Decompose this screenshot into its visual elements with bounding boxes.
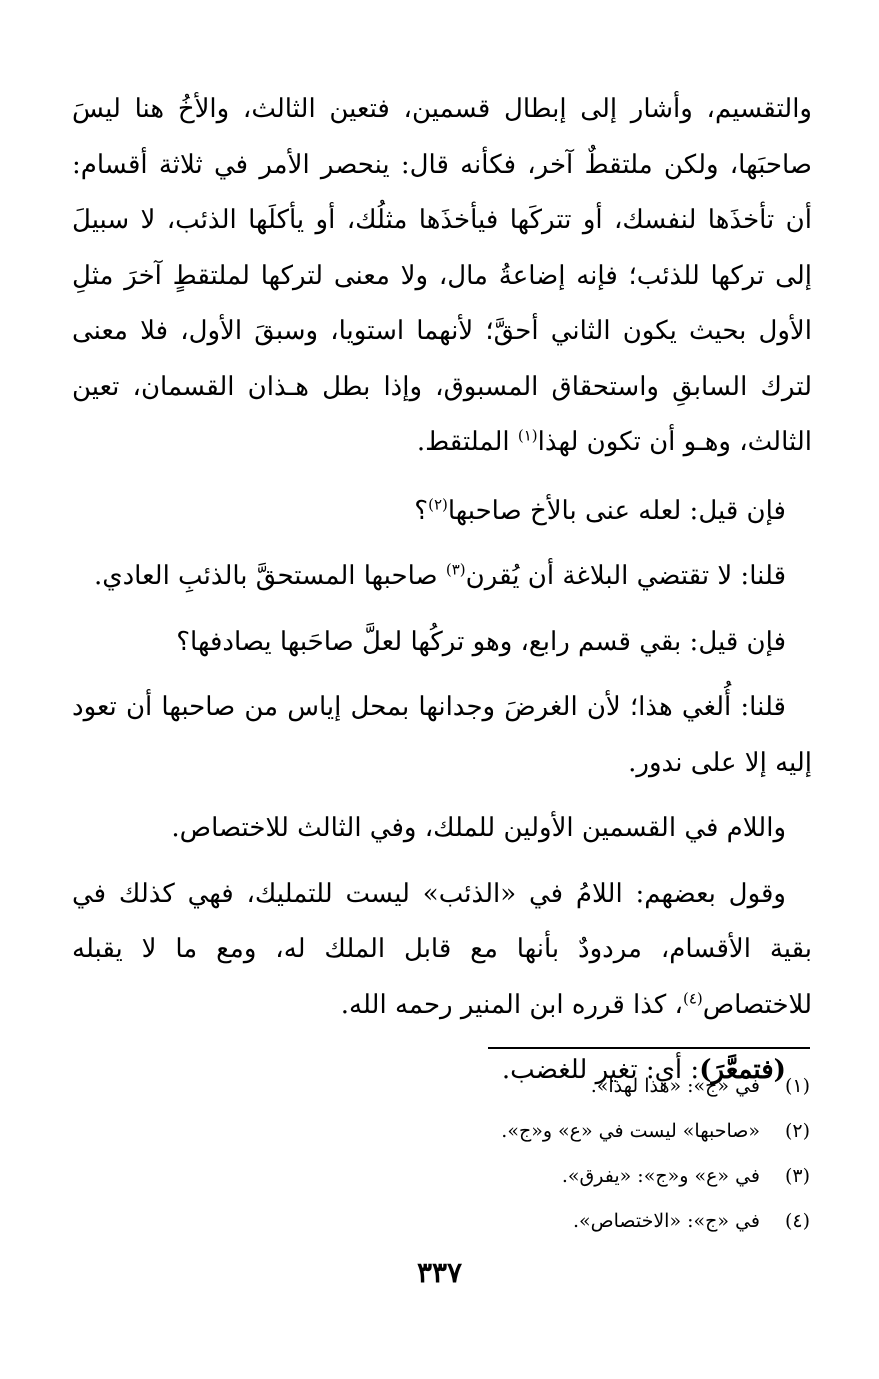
paragraph-6: واللام في القسمين الأولين للملك، وفي الثالث للاختصاص. — [171, 813, 786, 843]
footnote-number: (٤) — [784, 1210, 810, 1232]
footnote-number: (٢) — [784, 1120, 810, 1142]
footnote-separator — [488, 1047, 810, 1049]
footnote-item — [300, 1154, 810, 1199]
paragraph-1-text: والتقسيم، وأشار إلى إبطال قسمين، فتعين الثالث، والأخُ هنا ليسَ صاحبَها، ولكن ملتقطٌ آخر، فكأنه قال: ينحصر الأمر في ثلاثة أقسام: أن تأخذَها لنفسك، أو تتركَها فيأخذَها مثلُك، أو يأكلَها الذئب، لا سبيلَ إلى تركها للذئب؛ فإنه إضاعةُ مال، ولا معنى لتركها لملتقطٍ آخرَ مثلِ الأول بحيث يكون الثاني أحقَّ؛ لأنهما استويا، وسبقَ الأول، فلا معنى لترك السابقِ واستحقاق المسبوق، وإذا بطل هـذان القسمان، تعين الثالث، وهـو أن تكون لهذا — [72, 94, 812, 457]
footnote-item — [300, 1199, 810, 1244]
paragraph-1 — [72, 82, 812, 471]
footnote-text: في «ع» و«ج»: «يفرق». — [561, 1165, 760, 1187]
footnote-text: «صاحبها» ليست في «ع» و«ج». — [501, 1120, 760, 1142]
paragraph-3-text: قلنا: لا تقتضي البلاغة أن يُقرن — [465, 561, 786, 591]
footnote-ref-1[interactable]: (١) — [517, 426, 538, 445]
paragraph-5: قلنا: أُلغي هذا؛ لأن الغرضَ وجدانها بمحل إياس من صاحبها أن تعود إليه إلا على ندور. — [72, 692, 812, 778]
paragraph-2-end: ؟ — [414, 495, 429, 526]
paragraph-1-end: الملتقط. — [416, 427, 518, 457]
paragraph-7-text: وقول بعضهم: اللامُ في «الذئب» ليست للتمليك، فهي كذلك في بقية الأقسام، مردودٌ بأنها مع قابل الملك له، ومع ما لا يقبله للاختصاص — [72, 878, 812, 1020]
footnote-number: (١) — [784, 1075, 810, 1097]
paragraph-4: فإن قيل: بقي قسم رابع، وهو تركُها لعلَّ صاحَبها يصادفها؟ — [176, 626, 786, 657]
page-number: ٣٣٧ — [416, 1256, 463, 1289]
paragraph-3-end: صاحبها المستحقَّ بالذئبِ العادي. — [93, 561, 446, 591]
paragraph-2-text: فإن قيل: لعله عنى بالأخ صاحبها — [447, 495, 786, 526]
footnote-text: في «ج»: «الاختصاص». — [572, 1210, 760, 1232]
footnote-ref-3[interactable]: (٣) — [445, 560, 466, 579]
footnote-ref-2[interactable]: (٢) — [428, 494, 448, 513]
footnote-ref-4[interactable]: (٤) — [682, 988, 703, 1007]
paragraph-2 — [72, 484, 812, 540]
footnotes — [300, 1064, 810, 1244]
footnote-number: (٣) — [784, 1165, 810, 1187]
main-text-body — [72, 82, 812, 1099]
footnote-item — [300, 1109, 810, 1154]
gloss-text: : أي: تغير للغضب. — [501, 1055, 700, 1085]
footnote-text: في «ج»: «هذا لهذا». — [590, 1075, 760, 1097]
glossed-term: (فتمعَّرَ) — [699, 1055, 786, 1085]
paragraph-3 — [72, 549, 812, 605]
paragraph-7-end: ، كذا قرره ابن المنير رحمه الله. — [340, 989, 683, 1020]
paragraph-7 — [72, 867, 812, 1034]
footnote-item — [300, 1064, 810, 1109]
